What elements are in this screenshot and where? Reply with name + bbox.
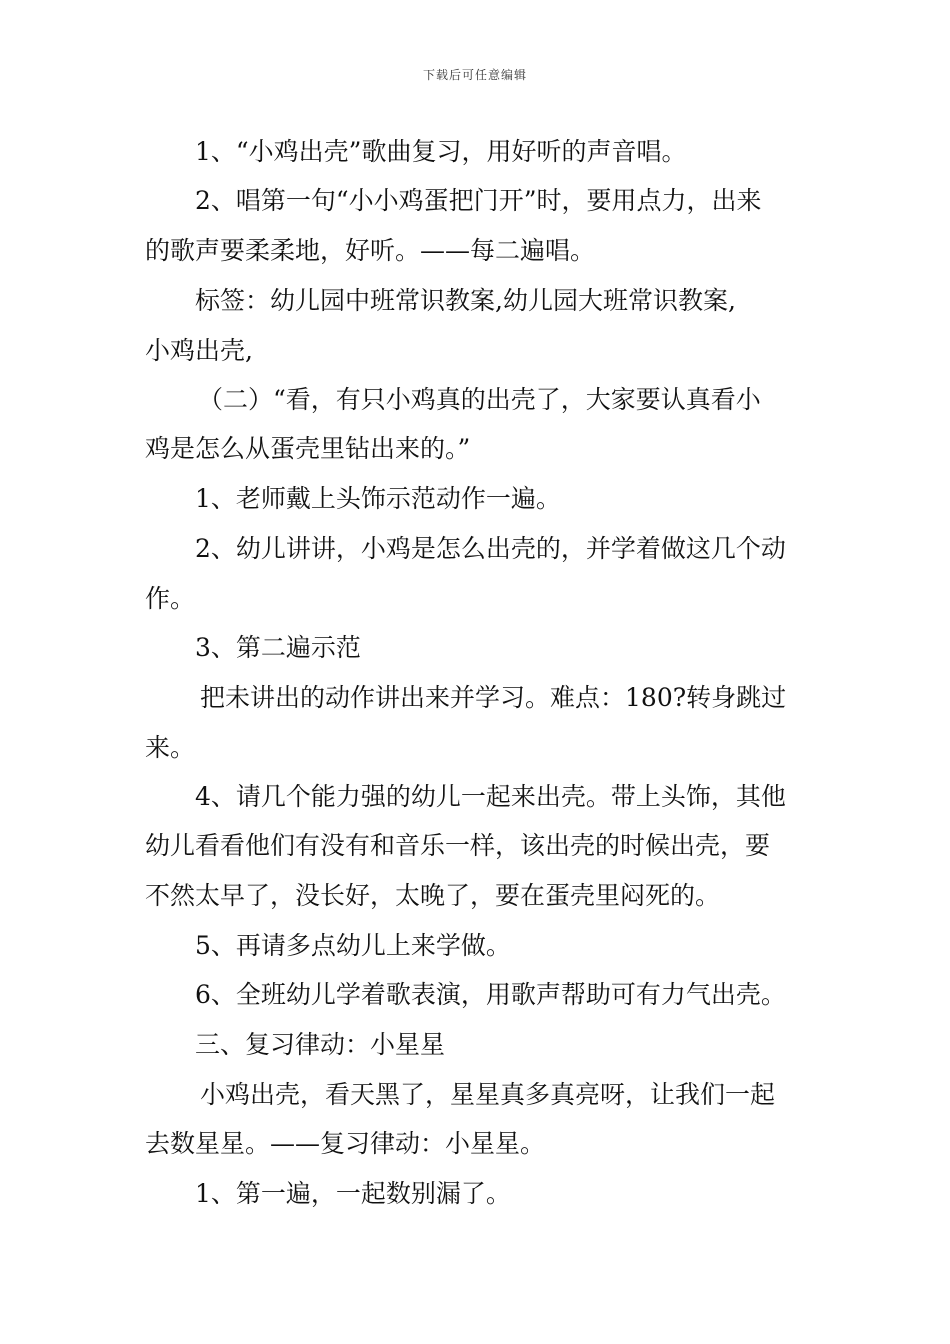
text-line: （二）“看，有只小鸡真的出壳了，大家要认真看小 — [198, 385, 761, 414]
text-line: 1、“小鸡出壳”歌曲复习，用好听的声音唱。 — [195, 137, 687, 166]
text-line: 2、幼儿讲讲，小鸡是怎么出壳的，并学着做这几个动 — [195, 534, 786, 563]
text-line: 6、全班幼儿学着歌表演，用歌声帮助可有力气出壳。 — [195, 980, 786, 1009]
text-line: 把未讲出的动作讲出来并学习。难点：180?转身跳过 — [200, 683, 787, 712]
page-header: 下载后可任意编辑 — [422, 68, 527, 82]
text-line: 2、唱第一句“小小鸡蛋把门开”时，要用点力，出来 — [195, 186, 762, 215]
text-line: 1、第一遍，一起数别漏了。 — [195, 1179, 511, 1208]
text-line: 4、请几个能力强的幼儿一起来出壳。带上头饰，其他 — [195, 782, 786, 811]
text-line: 的歌声要柔柔地，好听。——每二遍唱。 — [145, 236, 596, 265]
text-line: 1、老师戴上头饰示范动作一遍。 — [195, 484, 561, 513]
text-line: 幼儿看看他们有没有和音乐一样，该出壳的时候出壳，要 — [145, 831, 771, 860]
text-line: 作。 — [145, 584, 196, 613]
text-line: 三、复习律动：小星星 — [195, 1030, 446, 1059]
text-line: 3、第二遍示范 — [195, 633, 361, 662]
text-line: 小鸡出壳，看天黑了，星星真多真亮呀，让我们一起 — [200, 1080, 776, 1109]
text-line: 去数星星。——复习律动：小星星。 — [145, 1129, 546, 1158]
text-line: 小鸡出壳, — [145, 336, 253, 365]
text-line: 鸡是怎么从蛋壳里钻出来的。” — [145, 434, 471, 463]
text-line: 标签：幼儿园中班常识教案,幼儿园大班常识教案, — [195, 286, 736, 315]
text-line: 来。 — [145, 733, 196, 762]
text-line: 5、再请多点幼儿上来学做。 — [195, 931, 511, 960]
text-line: 不然太早了，没长好，太晚了，要在蛋壳里闷死的。 — [145, 881, 721, 910]
